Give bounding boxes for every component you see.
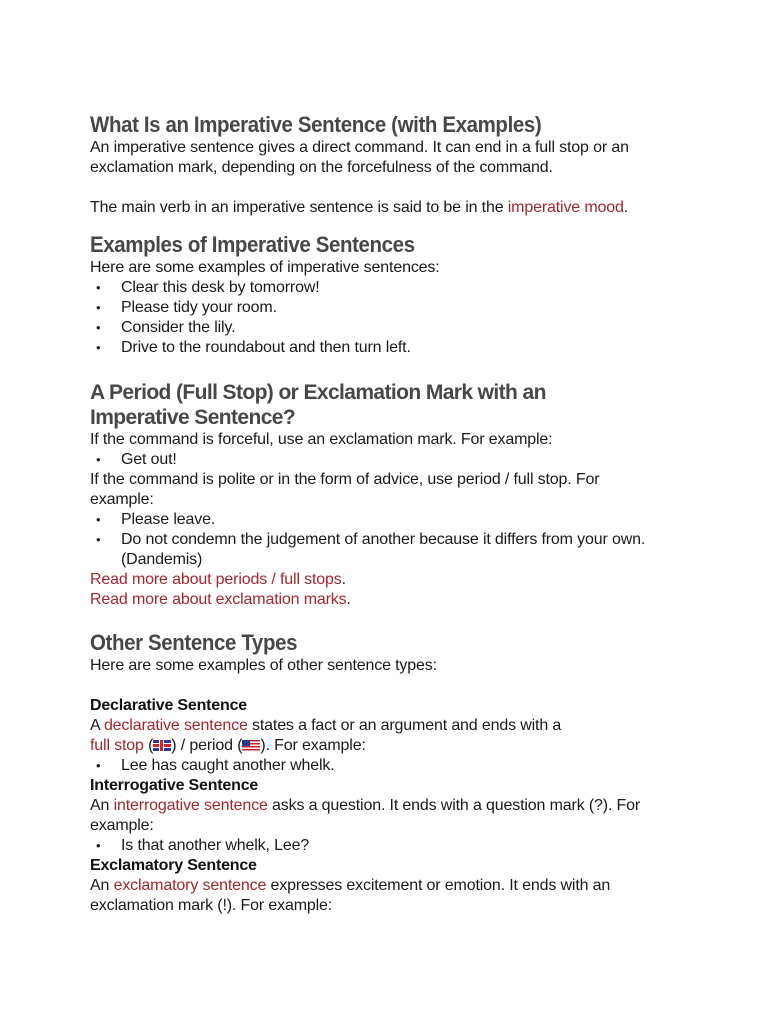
interrogative-heading: Interrogative Sentence [90, 777, 259, 794]
imperative-mood-link[interactable]: imperative mood [507, 199, 624, 216]
intro-paragraph: An imperative sentence gives a direct command. It can end in a full stop or an exclamation mark, depending on the forcefulness of the command. [90, 139, 629, 176]
interrogative-paragraph: An interrogative sentence asks a question. It ends with a question mark (?). For example: [90, 797, 641, 834]
forceful-intro: If the command is forceful, use an exclamation mark. For example: [90, 431, 553, 448]
declarative-paragraph: A declarative sentence states a fact or an argument and ends with a full stop ( ) / period ( ). For example: [90, 717, 562, 754]
list-item: • Lee has caught another whelk. [90, 756, 690, 776]
page-title: What Is an Imperative Sentence (with Examples) [90, 112, 542, 137]
list-item: • Is that another whelk, Lee? [90, 836, 690, 856]
interrogative-sentence-link[interactable]: interrogative sentence [113, 797, 268, 814]
imperative-mood-paragraph: The main verb in an imperative sentence is said to be in the imperative mood. [90, 199, 629, 216]
list-item: • Consider the lily. [90, 318, 690, 338]
list-item: • Clear this desk by tomorrow! [90, 278, 690, 298]
list-item: • Please tidy your room. [90, 298, 690, 318]
interrogative-list [90, 836, 690, 856]
other-types-intro: Here are some examples of other sentence types: [90, 657, 437, 674]
uk-flag-icon [153, 740, 171, 751]
examples-heading: Examples of Imperative Sentences [90, 232, 415, 257]
forceful-list [90, 450, 690, 470]
exclamation-link-line: Read more about exclamation marks. [90, 591, 351, 608]
list-item: • Do not condemn the judgement of another because it differs from your own. (Dandemis) [90, 530, 661, 570]
declarative-sentence-link[interactable]: declarative sentence [103, 717, 248, 734]
list-item: • Please leave. [90, 510, 690, 530]
full-stop-link[interactable]: full stop [90, 737, 144, 754]
exclamatory-heading: Exclamatory Sentence [90, 857, 257, 874]
declarative-heading: Declarative Sentence [90, 697, 247, 714]
polite-intro: If the command is polite or in the form of advice, use period / full stop. For example: [90, 471, 600, 508]
other-types-heading: Other Sentence Types [90, 630, 298, 655]
exclamatory-sentence-link[interactable]: exclamatory sentence [113, 877, 267, 894]
us-flag-icon [242, 740, 260, 751]
exclamation-marks-link[interactable]: Read more about exclamation marks [90, 591, 347, 608]
periods-link-line: Read more about periods / full stops. [90, 571, 346, 588]
examples-list [90, 278, 690, 358]
period-or-exclamation-heading: A Period (Full Stop) or Exclamation Mark with an Imperative Sentence? [90, 381, 546, 429]
periods-link[interactable]: Read more about periods / full stops [90, 571, 342, 588]
document-page [90, 112, 690, 916]
polite-list [90, 510, 690, 570]
list-item: • Get out! [90, 450, 690, 470]
list-item: • Drive to the roundabout and then turn left. [90, 338, 690, 358]
examples-intro: Here are some examples of imperative sentences: [90, 259, 440, 276]
declarative-list [90, 756, 690, 776]
exclamatory-paragraph: An exclamatory sentence expresses excitement or emotion. It ends with an exclamation mark (!). For example: [90, 877, 611, 914]
